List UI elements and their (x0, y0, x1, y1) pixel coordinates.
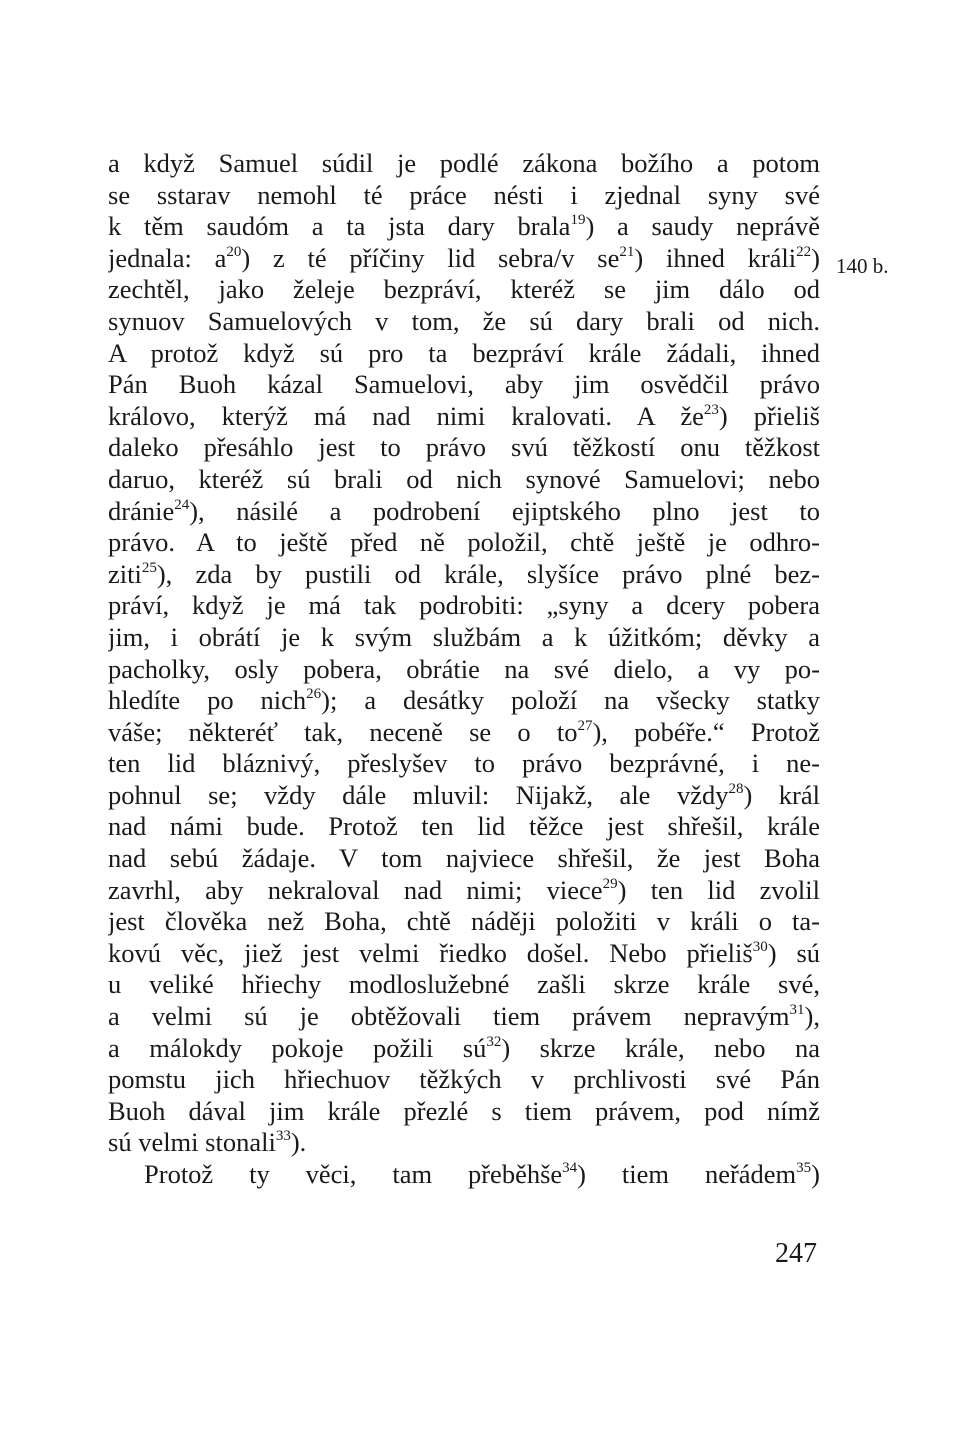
footnote-marker: 24 (174, 496, 190, 513)
text-line (108, 1096, 820, 1128)
text-line (108, 906, 820, 938)
footnote-marker: 25 (141, 559, 157, 576)
text-line (108, 590, 820, 622)
text-line (108, 1064, 820, 1096)
text-segment: váše; některéť tak, neceně se o to (108, 716, 578, 747)
text-line (108, 717, 820, 749)
text-segment: jest člověka než Boha, chtě náději položiti v králi o ta- (108, 906, 820, 937)
text-line (108, 338, 820, 370)
text-segment: k těm saudóm a ta jsta dary brala (108, 211, 571, 242)
text-segment: daruo, kteréž sú brali od nich synové Samuelovi; nebo (108, 463, 820, 494)
text-line (108, 780, 820, 812)
text-segment: ) ten lid zvolil (617, 874, 820, 905)
text-segment: ) (811, 242, 820, 273)
text-segment: sú velmi stonali (108, 1127, 276, 1158)
text-segment: ) skrze krále, nebo na (501, 1032, 820, 1063)
text-line (108, 622, 820, 654)
footnote-marker: 33 (275, 1128, 291, 1145)
text-line (108, 274, 820, 306)
text-line (108, 306, 820, 338)
text-segment: ), pobéře.“ Protož (592, 716, 820, 747)
footnote-marker: 29 (602, 875, 618, 892)
text-line (108, 211, 820, 243)
footnote-marker: 21 (619, 243, 635, 260)
text-line (108, 527, 820, 559)
text-line (108, 875, 820, 907)
text-segment: právo. A to ještě před ně položil, chtě ještě je odhro- (108, 527, 820, 558)
footnote-marker: 34 (562, 1160, 578, 1176)
text-segment: ); a desátky položí na všecky statky (321, 685, 820, 716)
footnote-marker: 31 (789, 1002, 805, 1019)
footnote-marker: 23 (703, 401, 719, 418)
body-text (108, 148, 820, 1191)
text-line (108, 685, 820, 717)
text-line (108, 148, 820, 180)
text-segment: ), zda by pustili od krále, slyšíce právo plné bez- (156, 558, 820, 589)
text-segment: A protož když sú pro ta bezpráví krále žádali, ihned (108, 337, 820, 368)
text-line (108, 496, 820, 528)
text-segment: ), násilé a podrobení ejiptského plno jest to (189, 495, 820, 526)
text-segment: královo, kterýž má nad nimi kralovati. A že (108, 400, 704, 431)
text-segment: ), (804, 1001, 820, 1032)
text-segment: Buoh dával jim krále přezlé s tiem právem, pod nímž (108, 1095, 820, 1126)
text-segment: pacholky, osly pobera, obrátie na své dielo, a vy po- (108, 653, 820, 684)
text-segment: ) král (743, 779, 820, 810)
text-segment: jednala: a (108, 242, 227, 273)
text-line (108, 464, 820, 496)
text-line (108, 1001, 820, 1033)
text-line (108, 1033, 820, 1065)
page-number: 247 (775, 1238, 817, 1269)
text-line (108, 432, 820, 464)
text-segment: ) ihned králi (634, 242, 797, 273)
text-line (108, 969, 820, 1001)
text-segment: práví, když je má tak podrobiti: „syny a dcery pobera (108, 590, 820, 621)
text-segment: kovú věc, jiež jest velmi řiedko došel. Nebo přieliš (108, 937, 753, 968)
text-segment: nad námi bude. Protož ten lid těžce jest shřešil, krále (108, 811, 820, 842)
text-line (108, 843, 820, 875)
text-line (108, 654, 820, 686)
text-segment: pomstu jich hřiechuov těžkých v prchlivosti své Pán (108, 1064, 820, 1095)
text-segment: se sstarav nemohl té práce nésti i zjednal syny své (108, 179, 820, 210)
text-segment: u veliké hřiechy modloslužebné zašli skrze krále své, (108, 969, 820, 1000)
text-segment: zechtěl, jako želeje bezpráví, kteréž se jim dálo od (108, 274, 820, 305)
text-line (108, 369, 820, 401)
text-segment: jim, i obrátí je k svým službám a k úžitkóm; děvky a (108, 621, 820, 652)
text-segment: hledíte po nich (108, 685, 307, 716)
text-segment: pohnul se; vždy dále mluvil: Nijakž, ale vždy (108, 779, 729, 810)
text-line (108, 811, 820, 843)
footnote-marker: 19 (570, 212, 586, 229)
text-line (108, 1127, 820, 1159)
text-segment: ten lid bláznivý, přeslyšev to právo bezprávné, i ne- (108, 748, 820, 779)
text-segment: Protož ty věci, tam přeběhše (144, 1159, 563, 1189)
text-line (108, 1159, 820, 1191)
text-segment: ) z té příčiny lid sebra/v se (241, 242, 620, 273)
text-line (108, 938, 820, 970)
text-line (108, 559, 820, 591)
text-line (108, 180, 820, 212)
footnote-marker: 30 (752, 938, 768, 955)
text-line (108, 748, 820, 780)
text-segment: ) a saudy neprávě (585, 211, 820, 242)
margin-folio-note: 140 b. (836, 254, 889, 278)
text-segment: nad sebú žádaje. V tom najviece shřešil, že jest Boha (108, 843, 820, 874)
text-segment: ziti (108, 558, 142, 589)
footnote-marker: 35 (796, 1160, 812, 1176)
text-line (108, 243, 820, 275)
text-segment: ) (811, 1159, 820, 1189)
text-segment: dránie (108, 495, 175, 526)
text-segment: ) přieliš (718, 400, 820, 431)
footnote-marker: 20 (226, 243, 242, 260)
footnote-marker: 26 (306, 686, 322, 703)
text-segment: zavrhl, aby nekraloval nad nimi; viece (108, 874, 603, 905)
text-segment: synuov Samuelových v tom, že sú dary brali od nich. (108, 305, 820, 336)
text-segment: ) sú (767, 937, 820, 968)
text-segment: daleko přesáhlo jest to právo svú těžkostí onu těžkost (108, 432, 820, 463)
text-segment: Pán Buoh kázal Samuelovi, aby jim osvědčil právo (108, 369, 820, 400)
footnote-marker: 32 (486, 1033, 502, 1050)
text-line (108, 401, 820, 433)
text-segment: ). (290, 1127, 307, 1158)
text-segment: a když Samuel súdil je podlé zákona božího a potom (108, 148, 820, 178)
footnote-marker: 27 (577, 717, 593, 734)
text-segment: a málokdy pokoje požili sú (108, 1032, 487, 1063)
text-segment: ) tiem neřádem (577, 1159, 797, 1189)
text-segment: a velmi sú je obtěžovali tiem právem nepravým (108, 1001, 790, 1032)
footnote-marker: 22 (796, 243, 812, 260)
footnote-marker: 28 (728, 780, 744, 797)
